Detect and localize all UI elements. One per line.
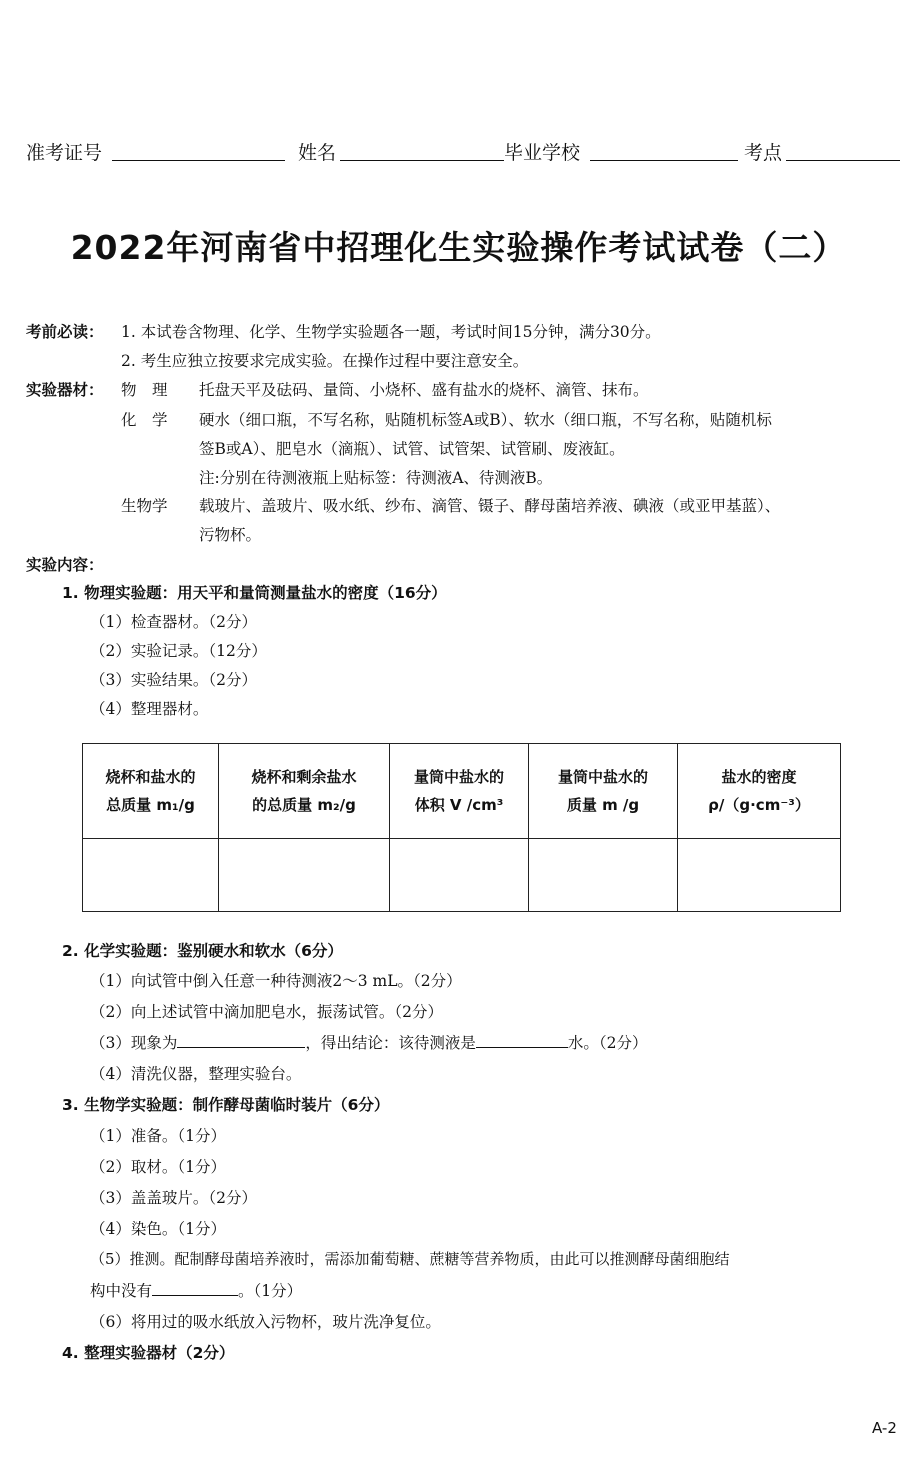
biology-step-6: （6）将用过的吸水纸放入污物杯，玻片洗净复位。 <box>90 1313 441 1331</box>
biology-question-title: 3. 生物学实验题：制作酵母菌临时装片（6分） <box>62 1096 390 1114</box>
chemistry-question-title: 2. 化学实验题：鉴别硬水和软水（6分） <box>62 942 343 960</box>
chemistry-step-1: （1）向试管中倒入任意一种待测液2～3 mL。（2分） <box>90 972 462 990</box>
header-volume: 量筒中盐水的 体积 V /cm³ <box>390 744 529 839</box>
header-density: 盐水的密度 ρ/（g·cm⁻³） <box>678 744 841 839</box>
data-record-table <box>82 743 841 912</box>
biology-step-3: （3）盖盖玻片。（2分） <box>90 1189 257 1207</box>
header-total-mass: 烧杯和盐水的 总质量 m₁/g <box>83 744 219 839</box>
phenomenon-blank[interactable] <box>177 1032 305 1048</box>
content-label: 实验内容： <box>26 556 104 574</box>
biology-step-1: （1）准备。（1分） <box>90 1127 226 1145</box>
physics-label: 物 理 <box>121 381 168 399</box>
biology-label: 生物学 <box>121 497 168 515</box>
chemistry-equipment-line2: 签B或A）、肥皂水（滴瓶）、试管、试管架、试管刷、废液缸。 <box>199 440 625 458</box>
structure-blank[interactable] <box>152 1280 238 1296</box>
name-field[interactable] <box>340 160 504 161</box>
biology-equipment-line1: 载玻片、盖玻片、吸水纸、纱布、滴管、镊子、酵母菌培养液、碘液（或亚甲基蓝）、 <box>199 497 781 515</box>
biology-step-4: （4）染色。（1分） <box>90 1220 226 1238</box>
cell-mass[interactable] <box>529 839 678 912</box>
notice-label: 考前必读： <box>26 323 104 341</box>
school-field[interactable] <box>590 160 738 161</box>
equipment-label: 实验器材： <box>26 381 104 399</box>
conclusion-blank[interactable] <box>476 1032 568 1048</box>
physics-step-1: （1）检查器材。（2分） <box>90 613 257 631</box>
physics-step-4: （4）整理器材。 <box>90 700 209 718</box>
admission-no-label: 准考证号 <box>26 142 103 164</box>
page-number: A-2 <box>872 1419 897 1437</box>
notice-item-2: 2. 考生应独立按要求完成实验。在操作过程中要注意安全。 <box>121 352 529 370</box>
chemistry-step-3: （3）现象为 ，得出结论：该待测液是 水。（2分） <box>90 1034 648 1052</box>
chemistry-equipment-line1: 硬水（细口瓶，不写名称，贴随机标签A或B）、软水（细口瓶，不写名称，贴随机标 <box>199 411 772 429</box>
cell-remaining-mass[interactable] <box>219 839 390 912</box>
notice-item-1: 1. 本试卷含物理、化学、生物学实验题各一题，考试时间15分钟，满分30分。 <box>121 323 661 341</box>
chemistry-step-2: （2）向上述试管中滴加肥皂水，振荡试管。（2分） <box>90 1003 443 1021</box>
header-mass: 量筒中盐水的 质量 m /g <box>529 744 678 839</box>
biology-step-5: （5）推测。配制酵母菌培养液时，需添加葡萄糖、蔗糖等营养物质，由此可以推测酵母菌细胞结 <box>90 1250 730 1268</box>
exam-site-label: 考点 <box>744 142 783 164</box>
cleanup-question-title: 4. 整理实验器材（2分） <box>62 1344 235 1362</box>
physics-equipment: 托盘天平及砝码、量筒、小烧杯、盛有盐水的烧杯、滴管、抹布。 <box>199 381 649 399</box>
name-label: 姓名 <box>298 142 337 164</box>
physics-step-3: （3）实验结果。（2分） <box>90 671 257 689</box>
admission-no-field[interactable] <box>112 160 285 161</box>
cell-total-mass[interactable] <box>83 839 219 912</box>
exam-site-field[interactable] <box>786 160 900 161</box>
school-label: 毕业学校 <box>504 142 581 164</box>
biology-equipment-line2: 污物杯。 <box>199 526 262 544</box>
chemistry-step-4: （4）清洗仪器，整理实验台。 <box>90 1065 302 1083</box>
biology-step-2: （2）取材。（1分） <box>90 1158 226 1176</box>
chemistry-note: 注:分别在待测液瓶上贴标签：待测液A、待测液B。 <box>199 469 553 487</box>
chemistry-label: 化 学 <box>121 411 168 429</box>
physics-question-title: 1. 物理实验题：用天平和量筒测量盐水的密度（16分） <box>62 584 447 602</box>
cell-density[interactable] <box>678 839 841 912</box>
table-header-row <box>83 744 841 839</box>
physics-step-2: （2）实验记录。（12分） <box>90 642 267 660</box>
cell-volume[interactable] <box>390 839 529 912</box>
table-row <box>83 839 841 912</box>
header-remaining-mass: 烧杯和剩余盐水 的总质量 m₂/g <box>219 744 390 839</box>
page-title: 2022年河南省中招理化生实验操作考试试卷（二） <box>70 228 847 267</box>
biology-step-5-cont: 构中没有 。（1分） <box>90 1282 303 1300</box>
